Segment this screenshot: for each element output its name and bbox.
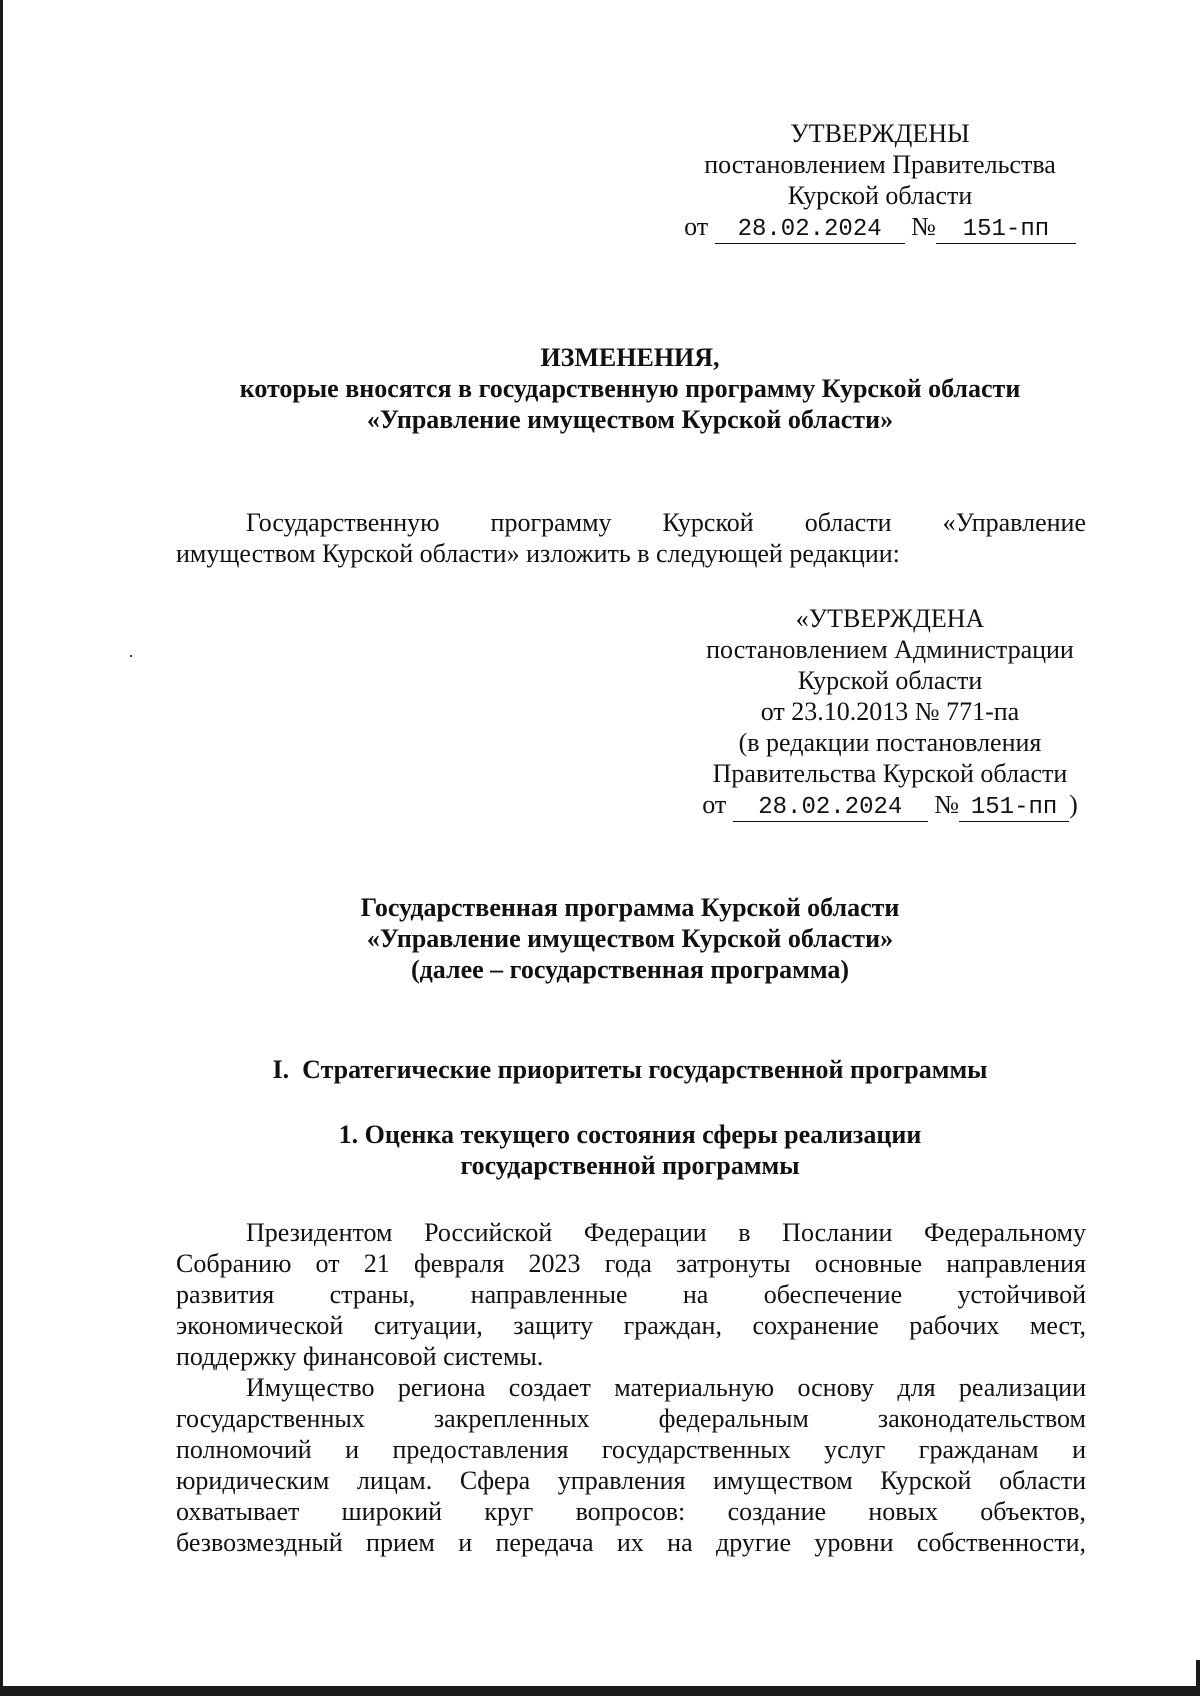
approval-program-line3: Курской области	[797, 666, 983, 695]
section-heading-text: I. Стратегические приоритеты государственной программы	[272, 1055, 988, 1084]
subsection-heading-line2: государственной программы	[460, 1151, 800, 1180]
approval-top-date-line	[680, 211, 1080, 244]
paragraph-2-line2: государственных закрепленных федеральным законодательством	[176, 1404, 1086, 1433]
approval-program-date-line	[680, 789, 1100, 822]
scan-edge-bottom	[0, 1686, 1200, 1696]
approval-program-number: 151-пп	[959, 795, 1069, 822]
paragraph-1-line3: развития страны, направленные на обеспечение устойчивой	[176, 1280, 1086, 1309]
paragraph-2-line6: безвозмездный прием и передача их на другие уровни собственности,	[176, 1528, 1086, 1557]
section-heading	[140, 1054, 1120, 1085]
paragraph-2-line4: юридическим лицам. Сфера управления имуществом Курской области	[176, 1466, 1086, 1495]
approval-block-program	[680, 603, 1100, 822]
subsection-heading-line1: 1. Оценка текущего состояния сферы реализации	[338, 1120, 922, 1149]
paragraph-1	[176, 1217, 1086, 1372]
program-title-line1: Государственная программа Курской области	[360, 893, 900, 922]
approval-block-top	[680, 118, 1080, 244]
intro-paragraph	[176, 507, 1086, 569]
subsection-heading	[140, 1119, 1120, 1181]
approval-program-closing: )	[1069, 790, 1078, 819]
approval-top-number: 151-пп	[936, 217, 1076, 244]
program-title-line2: «Управление имуществом Курской области»	[366, 924, 894, 953]
paragraph-1-line1: Президентом Российской Федерации в Послании Федеральному	[246, 1218, 1086, 1247]
approval-program-line6: Правительства Курской области	[712, 759, 1068, 788]
changes-title-line1: ИЗМЕНЕНИЯ,	[540, 343, 720, 372]
paragraph-1-line4: экономической ситуации, защиту граждан, сохранение рабочих мест,	[176, 1311, 1086, 1340]
changes-title	[140, 342, 1120, 435]
paragraph-1-line2: Собранию от 21 февраля 2023 года затронуты основные направления	[176, 1249, 1086, 1278]
approval-program-line5: (в редакции постановления	[738, 728, 1042, 757]
changes-title-line3: «Управление имуществом Курской области»	[366, 405, 894, 434]
approval-program-date-prefix: от	[702, 790, 727, 819]
approval-program-date: 28.02.2024	[733, 795, 928, 822]
paragraph-2-line5: охватывает широкий круг вопросов: создание новых объектов,	[176, 1497, 1086, 1526]
approval-program-line4: от 23.10.2013 № 771-па	[760, 697, 1020, 726]
approval-top-line3: Курской области	[787, 181, 973, 210]
approval-program-line1: «УТВЕРЖДЕНА	[795, 604, 985, 633]
paragraph-1-line5: поддержку финансовой системы.	[176, 1342, 544, 1371]
approval-top-line2: постановлением Правительства	[704, 150, 1056, 179]
paragraph-2-line1: Имущество региона создает материальную основу для реализации	[246, 1373, 1086, 1402]
approval-top-date: 28.02.2024	[715, 217, 905, 244]
scan-speck	[130, 655, 132, 657]
approval-top-line1: УТВЕРЖДЕНЫ	[790, 119, 970, 148]
scan-edge-right	[1196, 1660, 1200, 1696]
paragraph-2	[176, 1372, 1086, 1558]
approval-program-number-prefix: №	[934, 790, 960, 819]
program-title	[140, 892, 1120, 985]
intro-line2: имуществом Курской области» изложить в следующей редакции:	[176, 539, 900, 568]
changes-title-line2: которые вносятся в государственную программу Курской области	[239, 374, 1021, 403]
intro-line1: Государственную программу Курской области «Управление	[246, 508, 1086, 537]
approval-top-date-prefix: от	[684, 212, 709, 241]
paragraph-2-line3: полномочий и предоставления государственных услуг гражданам и	[176, 1435, 1086, 1464]
program-title-line3: (далее – государственная программа)	[410, 955, 850, 984]
scan-edge-left	[0, 0, 3, 1696]
approval-top-number-prefix: №	[911, 212, 936, 241]
approval-program-line2: постановлением Администрации	[706, 635, 1074, 664]
